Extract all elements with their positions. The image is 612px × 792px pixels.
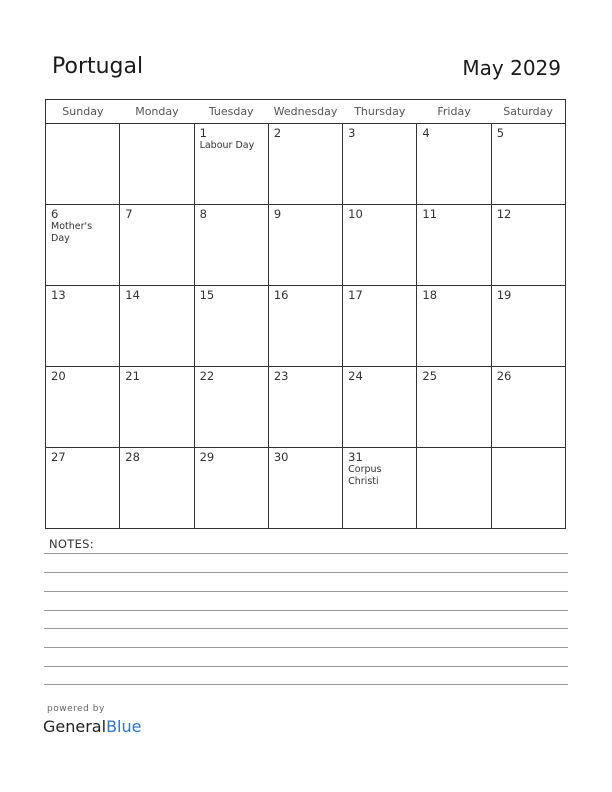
day-cell [491,367,565,448]
notes-label: NOTES: [49,537,94,551]
day-number: 20 [51,369,66,383]
day-number: 30 [273,450,289,464]
day-number: 13 [51,288,66,302]
week-row [46,205,566,286]
day-number: 4 [422,126,430,140]
day-cell [46,448,120,529]
day-cell [343,448,417,529]
day-number: 1 [199,126,207,140]
day-number: 27 [51,450,66,464]
day-cell [46,205,120,286]
day-cell [417,448,491,529]
day-cell [343,205,417,286]
day-cell [417,367,491,448]
notes-line [44,684,568,685]
weekday-header: Thursday [343,100,417,124]
day-cell [268,448,342,529]
day-number: 14 [125,288,140,302]
notes-line [44,572,568,573]
day-number: 8 [199,207,207,221]
weekday-header-row [46,100,566,124]
day-number: 19 [496,288,512,302]
week-row [46,286,566,367]
day-cell [194,205,268,286]
day-cell [194,448,268,529]
day-cell [343,367,417,448]
day-cell [194,367,268,448]
generalblue-logo [43,717,141,736]
day-number: 17 [348,288,363,302]
logo-blue-text: Blue [106,717,142,736]
calendar-month-title: May 2029 [462,56,561,80]
day-cell [46,367,120,448]
calendar-country-title: Portugal [52,54,144,79]
day-number: 18 [422,288,438,302]
holiday-label: Labour Day [199,140,255,151]
day-cell [194,286,268,367]
notes-line [44,610,568,611]
weekday-header: Sunday [46,100,120,124]
day-cell [46,124,120,205]
day-number: 7 [125,207,133,221]
notes-line [44,553,568,554]
day-cell [268,205,342,286]
day-cell [417,205,491,286]
day-cell [417,124,491,205]
day-number: 5 [496,126,505,140]
day-number: 26 [496,369,512,383]
notes-line [44,666,568,667]
day-number: 15 [199,288,215,302]
weekday-header: Monday [120,100,194,124]
day-cell [120,124,194,205]
day-cell [268,286,342,367]
day-number: 6 [51,207,59,221]
day-number: 12 [496,207,512,221]
logo-general-text: General [43,717,107,736]
notes-line [44,591,568,592]
weekday-header: Friday [417,100,491,124]
day-number: 23 [273,369,289,383]
day-cell [343,124,417,205]
day-number: 29 [199,450,215,464]
day-number: 22 [199,369,215,383]
week-row [46,124,566,205]
day-cell [343,286,417,367]
day-number: 28 [125,450,140,464]
day-number: 31 [348,450,363,464]
day-cell [194,124,268,205]
day-number: 25 [422,369,438,383]
day-number: 16 [273,288,289,302]
powered-by-text: powered by [47,704,105,714]
holiday-label: Mother's Day [51,221,93,244]
weekday-header: Saturday [491,100,565,124]
day-number: 3 [348,126,356,140]
notes-line [44,647,568,648]
week-row [46,367,566,448]
day-cell [120,448,194,529]
holiday-label: Corpus Christi [348,464,382,487]
notes-line [44,628,568,629]
day-cell [417,286,491,367]
weekday-header: Tuesday [194,100,268,124]
day-cell [491,286,565,367]
day-cell [46,286,120,367]
day-cell [268,124,342,205]
day-number: 10 [348,207,363,221]
day-number: 11 [422,207,438,221]
day-cell [491,124,565,205]
day-cell [120,205,194,286]
week-row [46,448,566,529]
day-number: 2 [273,126,282,140]
day-cell [268,367,342,448]
day-number: 9 [273,207,282,221]
day-cell [120,286,194,367]
day-number: 21 [125,369,140,383]
day-cell [491,205,565,286]
day-cell [491,448,565,529]
weekday-header: Wednesday [268,100,342,124]
day-number: 24 [348,369,363,383]
day-cell [120,367,194,448]
calendar-grid [45,99,566,529]
